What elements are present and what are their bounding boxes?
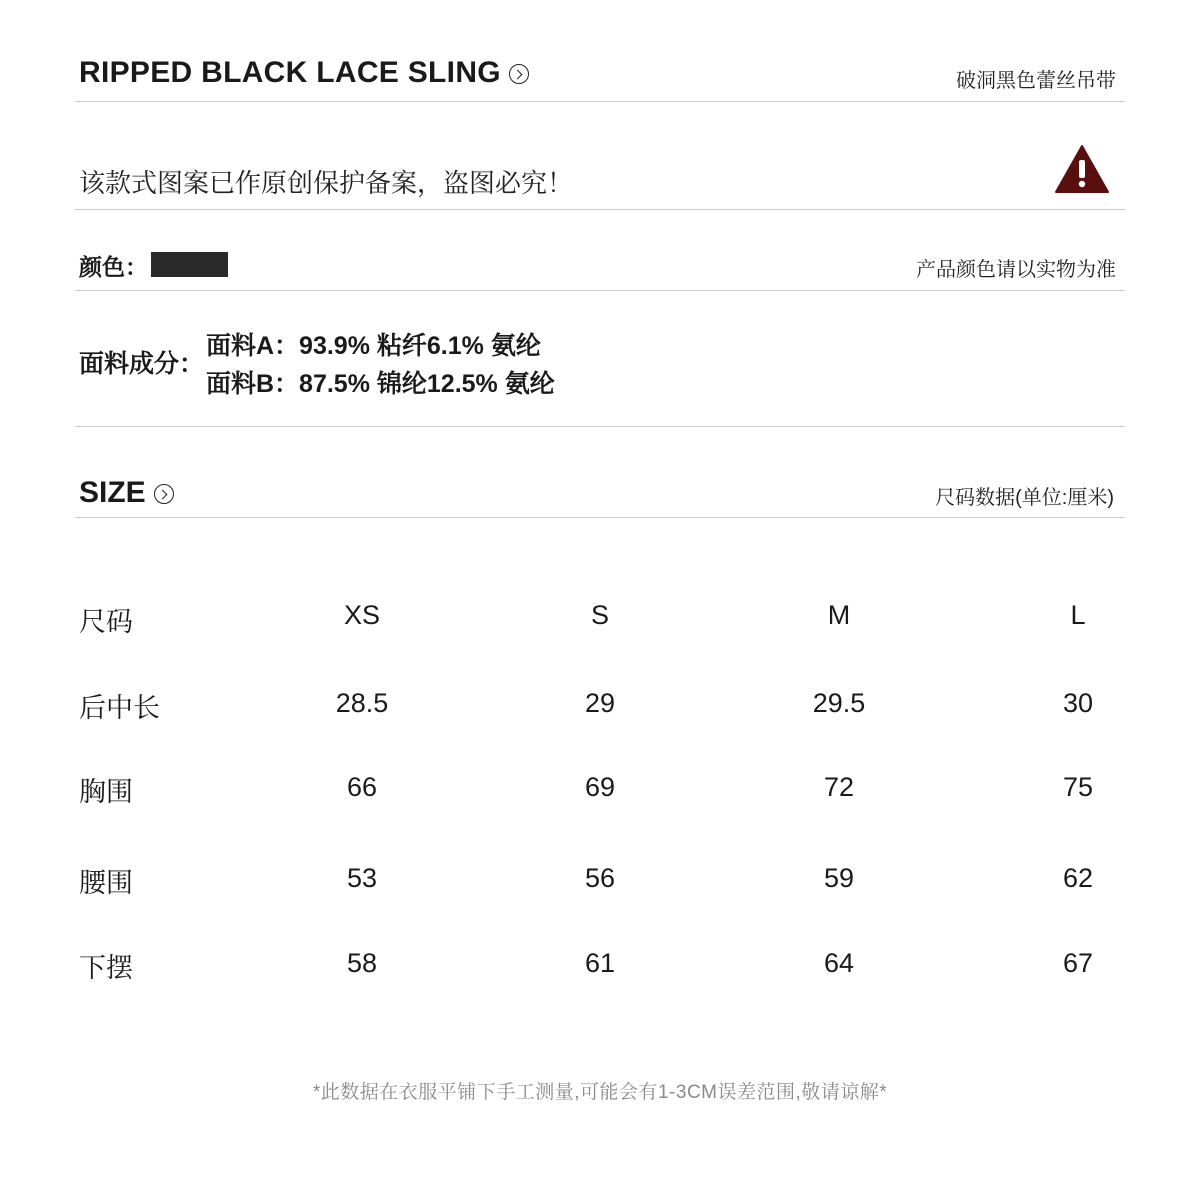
size-title-text: SIZE bbox=[79, 476, 146, 509]
divider bbox=[75, 101, 1125, 102]
warning-icon bbox=[1054, 144, 1110, 194]
table-header-cell: L bbox=[1070, 600, 1086, 630]
copyright-notice: 该款式图案已作原创保护备案，盗图必究！ bbox=[79, 168, 574, 198]
product-title bbox=[79, 56, 529, 90]
measurement-disclaimer: *此数据在衣服平铺下手工测量,可能会有1-3CM误差范围,敬请谅解* bbox=[312, 1082, 888, 1103]
fabric-line-b: 面料B：87.5% 锦纶12.5% 氨纶 bbox=[206, 370, 555, 398]
table-cell: 62 bbox=[1062, 863, 1094, 893]
table-cell: 29.5 bbox=[812, 688, 866, 718]
table-cell: 30 bbox=[1062, 688, 1094, 718]
fabric-label: 面料成分： bbox=[79, 350, 205, 378]
table-row-label: 胸围 bbox=[79, 777, 133, 807]
product-title-text: RIPPED BLACK LACE SLING bbox=[79, 56, 501, 89]
table-row-label: 腰围 bbox=[79, 868, 133, 898]
table-cell: 64 bbox=[823, 948, 855, 978]
table-cell: 56 bbox=[584, 863, 616, 893]
table-row-label: 下摆 bbox=[79, 953, 133, 983]
color-swatch bbox=[151, 252, 228, 277]
table-cell: 28.5 bbox=[335, 688, 389, 718]
table-header-label: 尺码 bbox=[79, 607, 133, 637]
table-cell: 61 bbox=[584, 948, 616, 978]
table-cell: 67 bbox=[1062, 948, 1094, 978]
divider bbox=[75, 426, 1125, 427]
table-row-label: 后中长 bbox=[79, 693, 160, 723]
table-cell: 59 bbox=[823, 863, 855, 893]
color-label: 颜色： bbox=[79, 254, 148, 280]
table-cell: 72 bbox=[823, 772, 855, 802]
table-cell: 75 bbox=[1062, 772, 1094, 802]
table-header-cell: S bbox=[590, 600, 609, 630]
size-title bbox=[79, 476, 174, 510]
chevron-circle-icon bbox=[509, 64, 529, 84]
table-header-cell: M bbox=[827, 600, 851, 630]
divider bbox=[75, 517, 1125, 518]
table-header-cell: XS bbox=[343, 600, 381, 630]
table-cell: 69 bbox=[584, 772, 616, 802]
chevron-circle-icon bbox=[154, 484, 174, 504]
color-note: 产品颜色请以实物为准 bbox=[916, 259, 1116, 281]
table-cell: 66 bbox=[346, 772, 378, 802]
table-cell: 29 bbox=[584, 688, 616, 718]
divider bbox=[75, 290, 1125, 291]
size-unit-note: 尺码数据(单位:厘米) bbox=[935, 487, 1114, 509]
divider bbox=[75, 209, 1125, 210]
fabric-line-a: 面料A：93.9% 粘纤6.1% 氨纶 bbox=[206, 332, 541, 360]
table-cell: 53 bbox=[346, 863, 378, 893]
product-title-cn: 破洞黑色蕾丝吊带 bbox=[956, 70, 1116, 92]
table-cell: 58 bbox=[346, 948, 378, 978]
